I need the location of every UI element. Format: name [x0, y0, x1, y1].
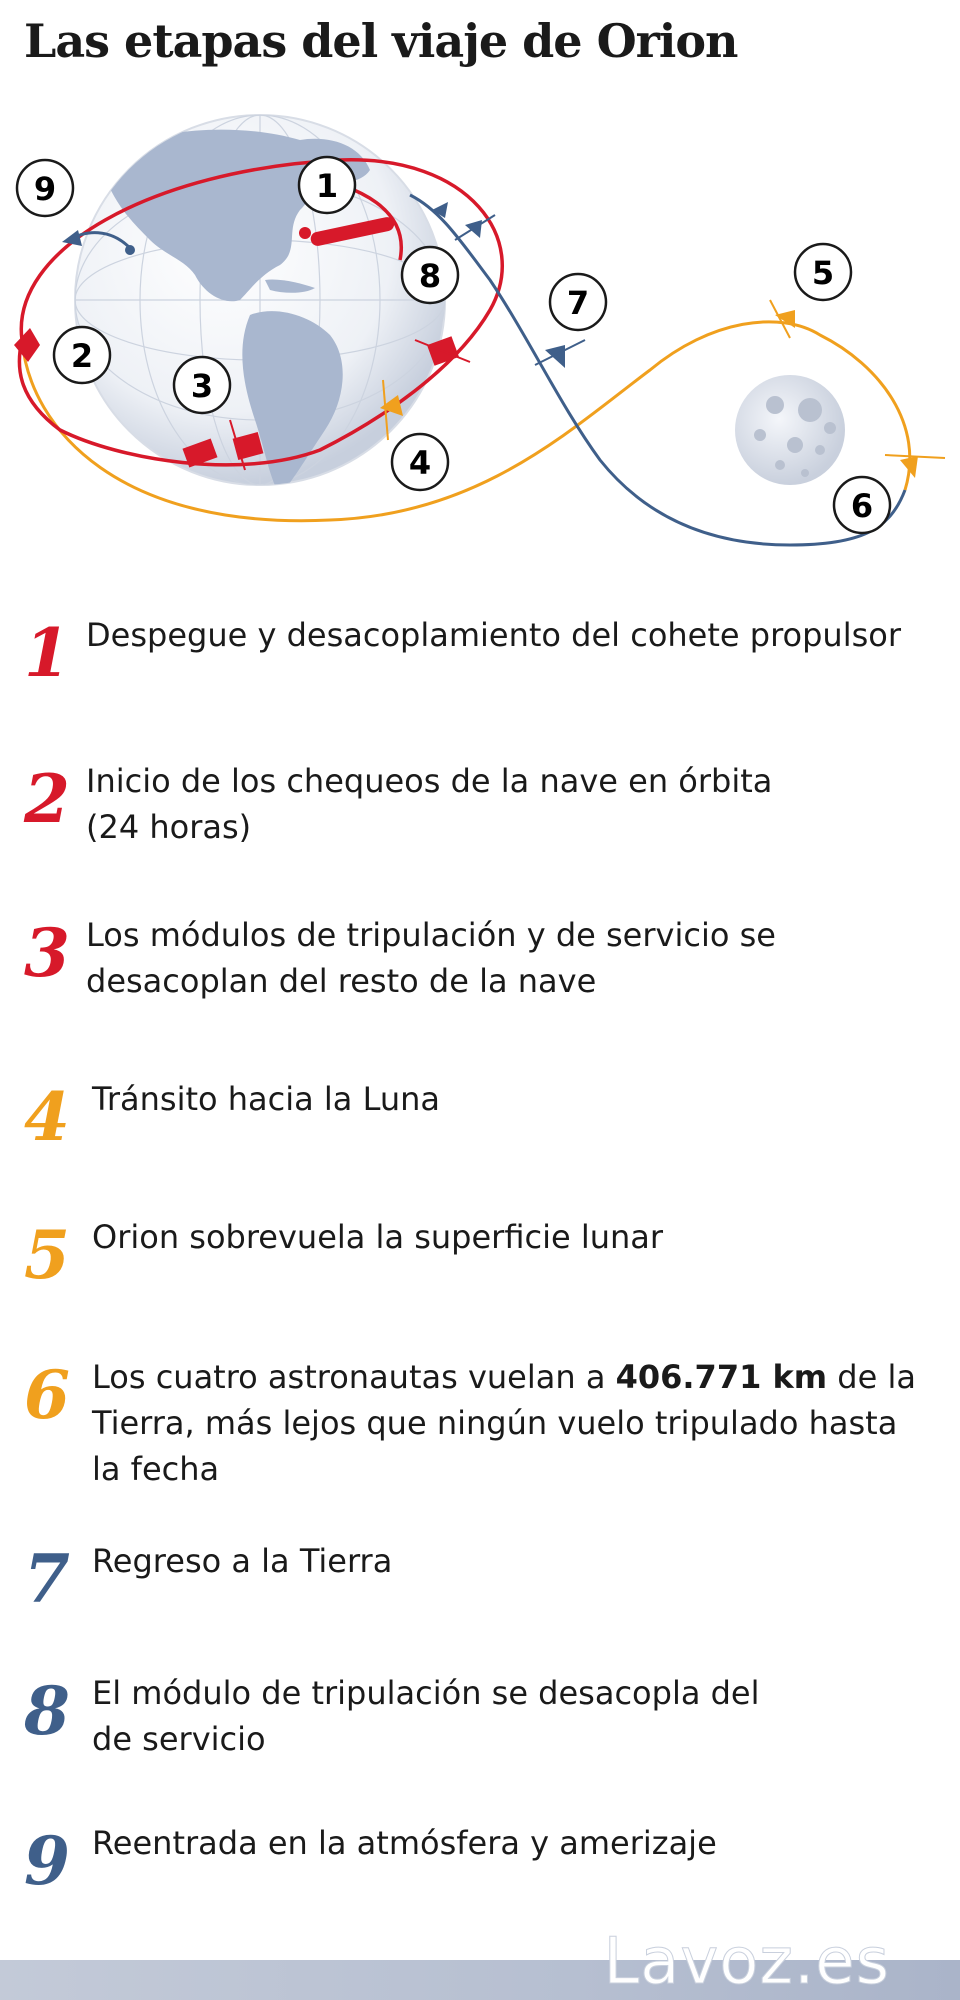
- marker-3: [174, 357, 230, 413]
- step-description: Despegue y desacoplamiento del cohete propulsor: [86, 616, 901, 654]
- svg-text:5: 5: [811, 254, 835, 292]
- marker-6: [834, 477, 890, 533]
- step-number: 8: [24, 1672, 70, 1750]
- step-description: Inicio de los chequeos de la nave en órbita (24 horas): [86, 762, 773, 846]
- marker-8: [402, 247, 458, 303]
- step-number: 1: [24, 614, 70, 692]
- earth-globe: [75, 115, 445, 495]
- step-description: Reentrada en la atmósfera y amerizaje: [92, 1824, 717, 1862]
- marker-9: [17, 160, 73, 216]
- distance-highlight: 406.771 km: [615, 1358, 828, 1396]
- step-number: 7: [24, 1540, 70, 1618]
- svg-text:9: 9: [33, 170, 57, 208]
- svg-text:1: 1: [315, 167, 339, 205]
- svg-text:8: 8: [418, 257, 442, 295]
- spacecraft-icon: [885, 455, 945, 478]
- step-description: Los módulos de tripulación y de servicio se desacoplan del resto de la nave: [86, 916, 776, 1000]
- step-description: Los cuatro astronautas vuelan a 406.771 km de la Tierra, más lejos que ningún vuelo tripulado hasta la fecha: [92, 1358, 916, 1488]
- step-description: Orion sobrevuela la superficie lunar: [92, 1218, 664, 1256]
- marker-1: [299, 157, 355, 213]
- svg-text:2: 2: [70, 337, 94, 375]
- spacecraft-icon: [770, 300, 795, 338]
- step-description: Regreso a la Tierra: [92, 1542, 393, 1580]
- marker-5: [795, 244, 851, 300]
- step-description: El módulo de tripulación se desacopla del de servicio: [92, 1674, 760, 1758]
- spacecraft-icon: [455, 215, 495, 240]
- moon: [735, 375, 845, 485]
- step-number: 2: [24, 760, 70, 838]
- marker-4: [392, 434, 448, 490]
- step-number: 5: [24, 1216, 70, 1294]
- svg-text:3: 3: [190, 367, 214, 405]
- step-number: 6: [24, 1356, 70, 1434]
- spacecraft-icon: [62, 230, 82, 246]
- orion-trajectory-diagram: [0, 100, 960, 560]
- footer-logo: Lavoz.es: [603, 1925, 890, 1999]
- marker-7: [550, 274, 606, 330]
- step-number: 9: [24, 1822, 70, 1900]
- spacecraft-icon: [535, 340, 585, 368]
- page-title: Las etapas del viaje de Orion: [24, 14, 738, 68]
- marker-2: [54, 327, 110, 383]
- step-description: Tránsito hacia la Luna: [92, 1080, 441, 1118]
- svg-text:7: 7: [566, 284, 590, 322]
- svg-text:6: 6: [850, 487, 874, 525]
- step-number: 4: [24, 1078, 70, 1156]
- svg-text:4: 4: [408, 444, 432, 482]
- step-number: 3: [24, 914, 70, 992]
